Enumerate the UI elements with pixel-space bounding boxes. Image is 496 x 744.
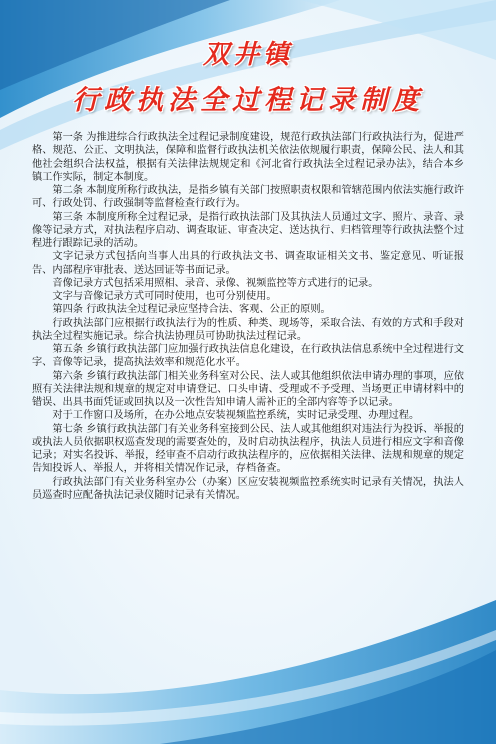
page-title-regulation: 行政执法全过程记录制度 — [72, 85, 424, 116]
paragraph-article-4: 第四条 行政执法全过程记录应坚持合法、客观、公正的原则。 — [52, 304, 331, 316]
paragraph-office-monitoring: 行政执法部门有关业务科室办公（办案）区应安装视频监控系统实时记录有关情况，执法人员巡查时应配备执法记录仪随时记录有关情况。 — [32, 476, 464, 501]
paragraph-article-2: 第二条 本制度所称行政执法，是指乡镇有关部门按照职责权限和管辖范围内依法实施行政许可、行政处罚、行政强制等监督检查行政行为。 — [32, 185, 464, 210]
paragraph-article-6: 第六条 乡镇行政执法部门相关业务科室对公民、法人或其他组织依法申请办理的事项，应依照有关法律法规和规章的规定对申请登记、口头申请、受理或不予受理、当场更正申请材料中的错误、出具书面凭证或回执以及一次性告知申请人需补正的全部内容等予以记录。 — [32, 370, 464, 408]
paragraph-window-monitoring: 对于工作窗口及场所，在办公地点安装视频监控系统，实时记录受理、办理过程。 — [52, 410, 420, 422]
paragraph-recording-methods: 行政执法部门应根据行政执法行为的性质、种类、现场等，采取合法、有效的方式和手段对执法全过程实施记录。综合执法协理员可协助执法过程记录。 — [32, 317, 464, 342]
paragraph-article-3: 第三条 本制度所称全过程记录，是指行政执法部门及其执法人员通过文字、照片、录音、录像等记录方式，对执法程序启动、调查取证、审查决定、送达执行、归档管理等行政执法整个过程进行跟踪记录的活动。 — [32, 211, 464, 249]
paragraph-article-5: 第五条 乡镇行政执法部门应加强行政执法信息化建设，在行政执法信息系统中全过程进行文字、音像等记录，提高执法效率和规范化水平。 — [32, 344, 464, 369]
regulation-body — [32, 131, 464, 502]
paragraph-article-7: 第七条 乡镇行政执法部门有关业务科室接到公民、法人或其他组织对违法行为投诉、举报的或执法人员依据职权巡查发现的需要查处的，及时启动执法程序，执法人员进行相应文字和音像记录；对实名投诉、举报，经审查不启动行政执法程序的，应依据相关法律、法规和规章的规定告知投诉人、举报人，并将相关情况作记录，存档备查。 — [32, 423, 464, 475]
paragraph-combined-use: 文字与音像记录方式可同时使用，也可分别使用。 — [52, 291, 277, 302]
paragraph-text-records: 文字记录方式包括向当事人出具的行政执法文书、调查取证相关文书、鉴定意见、听证报告、内部程序审批表、送达回证等书面记录。 — [32, 251, 464, 276]
page-title-town: 双井镇 — [202, 40, 293, 70]
paragraph-article-1: 第一条 为推进综合行政执法全过程记录制度建设，规范行政执法部门行政执法行为，促进严格、规范、公正、文明执法，保障和监督行政执法机关依法依规履行职责，保障公民、法人和其他社会组织合法权益，根据有关法律法规规定和《河北省行政执法全过程记录办法》，结合本乡镇工作实际，制定本制度。 — [32, 132, 464, 183]
paragraph-audio-video-records: 音像记录方式包括采用照相、录音、录像、视频监控等方式进行的记录。 — [52, 277, 379, 289]
